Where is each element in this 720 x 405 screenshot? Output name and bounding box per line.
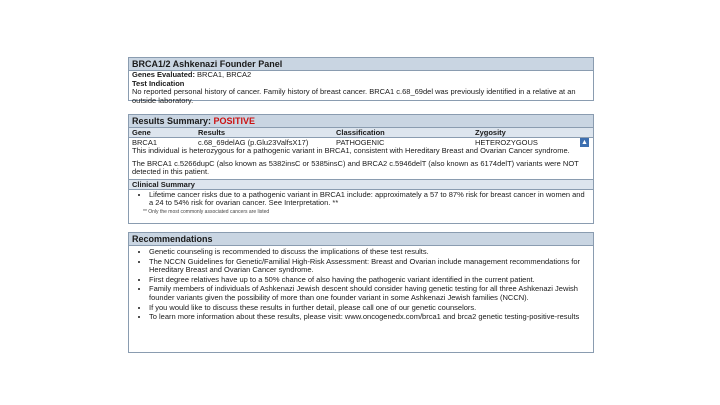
results-table-header bbox=[129, 128, 593, 138]
cell-classification: PATHOGENIC bbox=[336, 138, 385, 147]
cell-result: c.68_69delAG (p.Glu23ValfsX17) bbox=[198, 138, 309, 147]
list-item: • If you would like to discuss these results in further detail, please call one of our genetic counselors. bbox=[149, 304, 589, 313]
col-results: Results bbox=[198, 128, 226, 137]
genes-value: BRCA1, BRCA2 bbox=[197, 70, 252, 79]
list-item: • First degree relatives have up to a 50% chance of also having the pathogenic variant identified in the current patient. bbox=[149, 276, 589, 285]
recommendations-list bbox=[129, 246, 593, 322]
col-zygosity: Zygosity bbox=[475, 128, 506, 137]
cell-zygosity: HETEROZYGOUS bbox=[475, 138, 538, 147]
list-item: • To learn more information about these results, please visit: www.oncogenedx.com/brca1 and brca2 genetic testing-positive-results bbox=[149, 313, 589, 322]
cell-gene: BRCA1 bbox=[132, 138, 158, 147]
results-title: Results Summary: bbox=[132, 116, 212, 126]
list-item: • Genetic counseling is recommended to discuss the implications of these test results. bbox=[149, 248, 589, 257]
genes-row bbox=[129, 71, 593, 80]
indication-label: Test Indication bbox=[132, 78, 185, 88]
clinical-summary-title: Clinical Summary bbox=[129, 179, 593, 190]
note-text: The BRCA1 c.5266dupC (also known as 5382insC or 5385insC) and BRCA2 c.5946delT (also known as 6174delT) variants were NOT detected in this patient. bbox=[132, 158, 579, 177]
footnote: ** Only the most commonly associated cancers are listed bbox=[143, 208, 270, 215]
list-item: • Family members of individuals of Ashkenazi Jewish descent should consider having genetic testing for all three Ashkenazi Jewish founder variants given the possibility of more than one founder variant in some Ashkenazi Jewish families (NCCN). bbox=[149, 285, 589, 302]
indication-text: No reported personal history of cancer. Family history of breast cancer. BRCA1 c.68_69del was previously identified in a relative at an outside laboratory. bbox=[132, 87, 576, 105]
interpretation-text: This individual is heterozygous for a pathogenic variant in BRCA1, consistent with Hereditary Breast and Ovarian Cancer syndrome. bbox=[132, 146, 570, 155]
panel-recommendations bbox=[128, 232, 594, 353]
list-item: • The NCCN Guidelines for Genetic/Familial High-Risk Assessment: Breast and Ovarian include management recommendations for Hereditary Breast and Ovarian Cancer syndrome. bbox=[149, 258, 589, 275]
panel-info bbox=[128, 57, 594, 105]
recommendations-title: Recommendations bbox=[129, 233, 593, 246]
clinical-list bbox=[129, 191, 593, 208]
results-status-badge: POSITIVE bbox=[213, 116, 256, 126]
panel-results bbox=[128, 114, 594, 224]
list-item: • Lifetime cancer risks due to a pathogenic variant in BRCA1 include: approximately a 57 to 87% risk for breast cancer in women and a 24 to 54% risk for ovarian cancer. See Interpretation. ** bbox=[149, 191, 589, 208]
col-gene: Gene bbox=[132, 128, 151, 137]
pdf-icon[interactable]: ▲ bbox=[581, 139, 588, 146]
col-classification: Classification bbox=[336, 128, 385, 137]
panel-title: BRCA1/2 Ashkenazi Founder Panel bbox=[129, 58, 593, 71]
table-row bbox=[129, 138, 593, 147]
genes-label: Genes Evaluated: bbox=[132, 70, 195, 79]
results-header bbox=[129, 115, 593, 128]
